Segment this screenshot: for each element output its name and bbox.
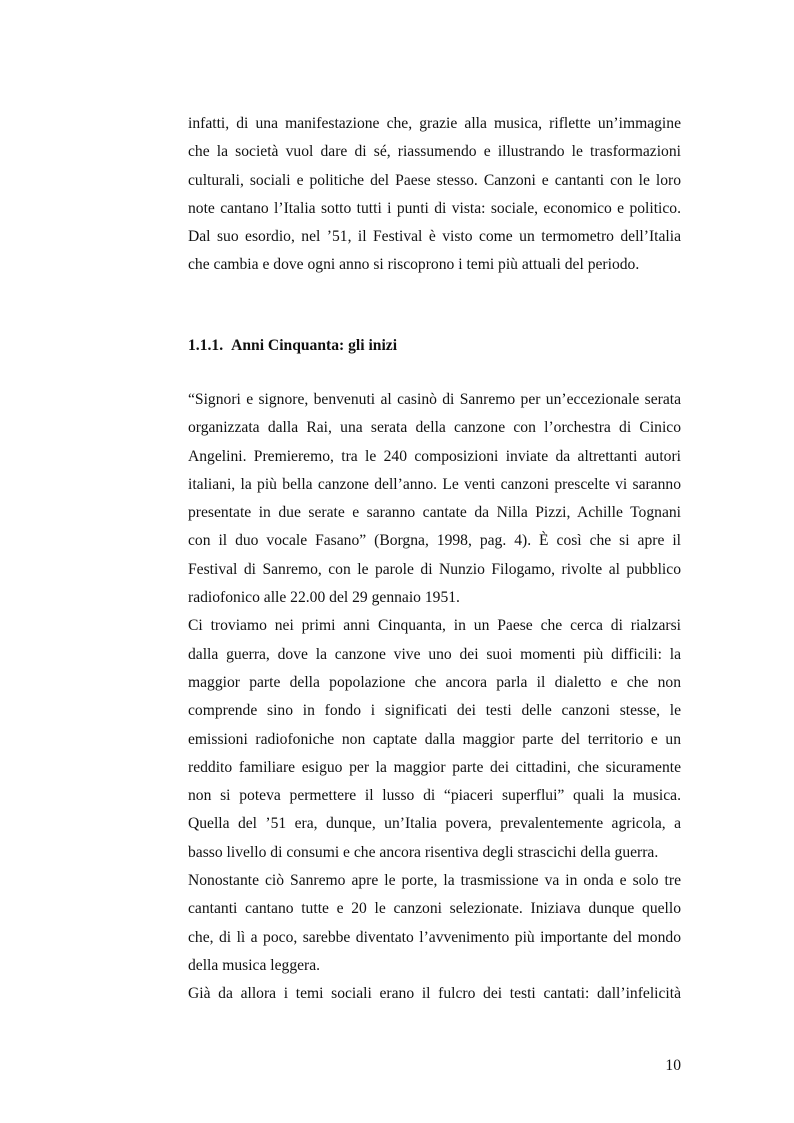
- section-title: Anni Cinquanta: gli inizi: [231, 337, 398, 354]
- text-line: maggior parte della popolazione che ancora parla il dialetto e che non: [188, 673, 681, 691]
- text-line: emissioni radiofoniche non captate dalla maggior parte del territorio e un: [188, 730, 681, 748]
- section-number: 1.1.1.: [188, 337, 224, 354]
- text-line: Dal suo esordio, nel ’51, il Festival è visto come un termometro dell’Italia: [188, 228, 681, 246]
- text-line: organizzata dalla Rai, una serata della canzone con l’orchestra di Cinico: [188, 419, 681, 437]
- text-line: basso livello di consumi e che ancora risentiva degli strascichi della guerra.: [188, 843, 659, 861]
- text-line: radiofonico alle 22.00 del 29 gennaio 1951.: [188, 589, 460, 607]
- text-line: Già da allora i temi sociali erano il fulcro dei testi cantati: dall’infelicità: [188, 985, 681, 1003]
- text-line: che la società vuol dare di sé, riassumendo e illustrando le trasformazioni: [188, 143, 681, 161]
- text-line: Ci troviamo nei primi anni Cinquanta, in un Paese che cerca di rialzarsi: [188, 617, 681, 635]
- text-line: non si poteva permettere il lusso di “piaceri superflui” quali la musica.: [188, 787, 681, 805]
- text-line: “Signori e signore, benvenuti al casinò di Sanremo per un’eccezionale serata: [188, 391, 681, 408]
- text-line: che, di lì a poco, sarebbe diventato l’avvenimento più importante del mondo: [188, 928, 681, 946]
- text-line: italiani, la più bella canzone dell’anno. Le venti canzoni prescelte vi saranno: [188, 475, 681, 493]
- intro-paragraph: [188, 110, 681, 280]
- text-line: comprende sino in fondo i significati dei testi delle canzoni stesse, le: [188, 702, 681, 720]
- text-line: della musica leggera.: [188, 956, 321, 974]
- text-line: che cambia e dove ogni anno si riscoprono i temi più attuali del periodo.: [188, 256, 640, 274]
- page-number: 10: [665, 1057, 681, 1074]
- text-line: presentate in due serate e saranno cantate da Nilla Pizzi, Achille Tognani: [188, 504, 681, 522]
- text-line: Nonostante ciò Sanremo apre le porte, la trasmissione va in onda e solo tre: [188, 872, 681, 890]
- section-heading: [188, 332, 397, 360]
- text-line: con il duo vocale Fasano” (Borgna, 1998, pag. 4). È così che si apre il: [188, 532, 681, 550]
- text-line: infatti, di una manifestazione che, grazie alla musica, riflette un’immagine: [188, 115, 681, 132]
- text-line: dalla guerra, dove la canzone vive uno dei suoi momenti più difficili: la: [188, 645, 681, 663]
- body-text: [188, 386, 681, 1009]
- text-line: culturali, sociali e politiche del Paese stesso. Canzoni e cantanti con le loro: [188, 171, 681, 189]
- text-line: reddito familiare esiguo per la maggior parte dei cittadini, che sicuramente: [188, 758, 681, 776]
- text-line: note cantano l’Italia sotto tutti i punti di vista: sociale, economico e politico.: [188, 199, 681, 217]
- text-line: Angelini. Premieremo, tra le 240 composizioni inviate da altrettanti autori: [188, 447, 681, 465]
- text-line: cantanti cantano tutte e 20 le canzoni selezionate. Iniziava dunque quello: [188, 900, 681, 918]
- text-line: Festival di Sanremo, con le parole di Nunzio Filogamo, rivolte al pubblico: [188, 560, 681, 578]
- text-line: Quella del ’51 era, dunque, un’Italia povera, prevalentemente agricola, a: [188, 815, 681, 833]
